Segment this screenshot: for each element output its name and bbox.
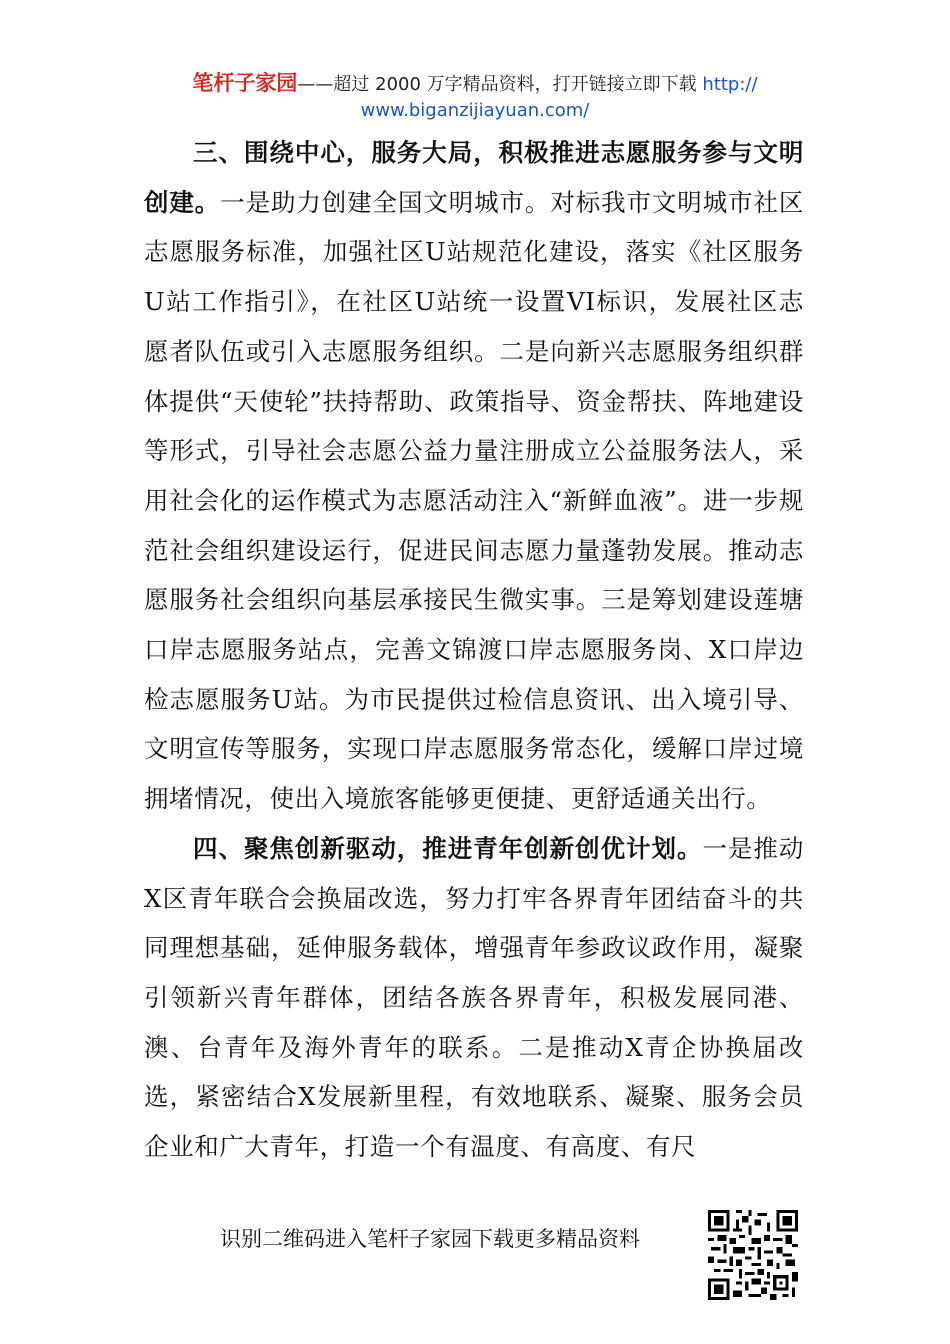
qr-code-icon[interactable] — [708, 1210, 798, 1300]
header-tagline: ——超过 2000 万字精品资料，打开链接立即下载 — [297, 74, 703, 95]
footer-caption: 识别二维码进入笔杆子家园下载更多精品资料 — [220, 1227, 640, 1251]
download-link-url[interactable]: www.biganzijiayuan.com/ — [360, 100, 590, 121]
site-header — [0, 70, 950, 124]
paragraph-heading: 三、围绕中心，服务大局，积极推进志愿服务参与文明创建。 — [144, 138, 804, 217]
paragraph-4 — [144, 824, 804, 1172]
page-footer — [0, 1222, 950, 1344]
document-body — [144, 128, 804, 1172]
paragraph-3 — [144, 128, 804, 824]
header-line-2 — [0, 98, 950, 124]
paragraph-text: 一是推动X区青年联合会换届改选，努力打牢各界青年团结奋斗的共同理想基础，延伸服务载体，增强青年参政议政作用，凝聚引领新兴青年群体，团结各族各界青年，积极发展同港、澳、台青年及海外青年的联系。二是推动X青企协换届改选，紧密结合X发展新里程，有效地联系、凝聚、服务会员企业和广大青年，打造一个有温度、有高度、有尺 — [144, 833, 805, 1162]
paragraph-text: 一是助力创建全国文明城市。对标我市文明城市社区志愿服务标准，加强社区U站规范化建设，落实《社区服务U站工作指引》，在社区U站统一设置VI标识，发展社区志愿者队伍或引入志愿服务组织。二是向新兴志愿服务组织群体提供“天使轮”扶持帮助、政策指导、资金帮扶、阵地建设等形式，引导社会志愿公益力量注册成立公益服务法人，采用社会化的运作模式为志愿活动注入“新鲜血液”。进一步规范社会组织建设运行，促进民间志愿力量蓬勃发展。推动志愿服务社会组织向基层承接民生微实事。三是筹划建设莲塘口岸志愿服务站点，完善文锦渡口岸志愿服务岗、X口岸边检志愿服务U站。为市民提供过检信息资讯、出入境引导、文明宣传等服务，实现口岸志愿服务常态化，缓解口岸过境拥堵情况，使出入境旅客能够更便捷、更舒适通关出行。 — [144, 187, 804, 814]
brand-name: 笔杆子家园 — [192, 71, 298, 95]
download-link[interactable]: http:// — [702, 74, 758, 95]
header-line-1 — [0, 70, 950, 98]
paragraph-heading: 四、聚焦创新驱动，推进青年创新创优计划。 — [193, 833, 703, 863]
